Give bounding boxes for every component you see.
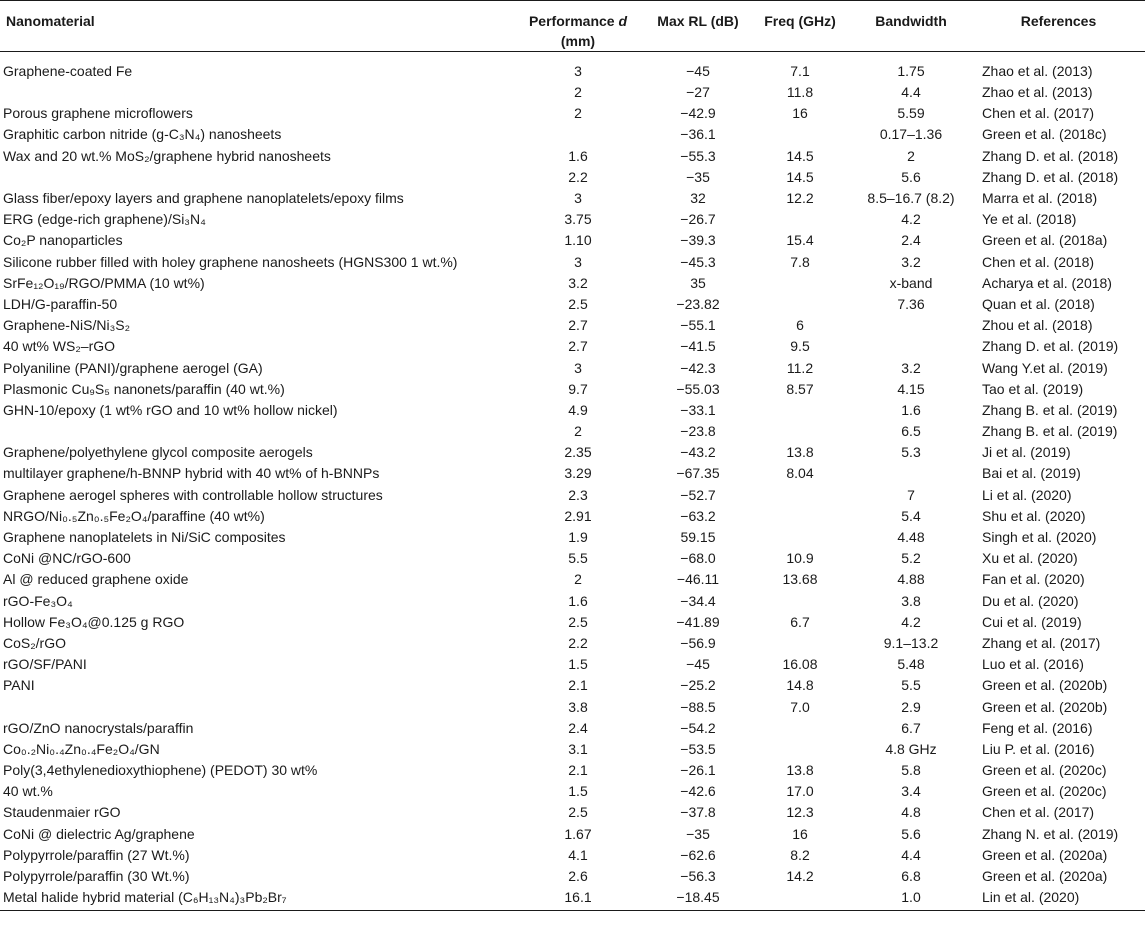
cell-performance-d: 2.4 — [568, 719, 588, 736]
table-row — [0, 802, 1145, 823]
table-row — [0, 230, 1145, 251]
cell-max-rl: −26.1 — [680, 762, 716, 779]
cell-performance-d: 2.5 — [568, 295, 588, 312]
cell-bandwidth: 4.8 GHz — [885, 740, 937, 757]
cell-max-rl: −42.9 — [680, 105, 716, 122]
cell-freq: 9.5 — [790, 338, 810, 355]
cell-freq — [750, 718, 850, 739]
table-row — [0, 209, 1145, 230]
table-body — [0, 52, 1145, 911]
header-performance-d: d — [618, 13, 628, 29]
table-row — [0, 633, 1145, 654]
cell-performance-d: 1.9 — [568, 529, 588, 546]
cell-max-rl: −63.2 — [680, 507, 716, 524]
cell-performance-d: 1.6 — [568, 592, 588, 609]
cell-max-rl: −68.0 — [680, 550, 716, 567]
cell-nanomaterial: Graphene-coated Fe — [3, 63, 133, 79]
cell-performance-d: 4.9 — [568, 401, 588, 418]
cell-nanomaterial: Co₂P nanoparticles — [3, 232, 123, 249]
cell-max-rl: 32 — [690, 190, 706, 207]
cell-max-rl: −52.7 — [680, 486, 716, 503]
cell-bandwidth: 9.1–13.2 — [883, 634, 939, 651]
header-bandwidth: Bandwidth — [850, 1, 972, 52]
cell-performance-d: 2.3 — [568, 486, 588, 503]
table-row — [0, 400, 1145, 421]
cell-nanomaterial: Poly(3,4ethylenedioxythiophene) (PEDOT) 30 wt% — [3, 762, 318, 779]
cell-performance-d: 3 — [574, 253, 582, 270]
cell-performance-d: 3.29 — [564, 465, 592, 482]
header-nanomaterial: Nanomaterial — [0, 1, 510, 52]
table-row — [0, 718, 1145, 739]
cell-freq: 14.5 — [786, 147, 814, 164]
cell-bandwidth: 2 — [907, 147, 915, 164]
cell-bandwidth: 6.8 — [901, 868, 921, 885]
cell-performance-d: 3 — [574, 359, 582, 376]
cell-nanomaterial: Al @ reduced graphene oxide — [3, 571, 189, 588]
cell-freq — [750, 527, 850, 548]
cell-bandwidth — [850, 336, 972, 357]
cell-performance-d: 16.1 — [510, 887, 646, 911]
cell-reference: Lin et al. (2020) — [972, 887, 1145, 911]
table-row — [0, 167, 1145, 188]
cell-freq: 12.3 — [786, 804, 814, 821]
table-row — [0, 82, 1145, 103]
cell-performance-d: 2.5 — [568, 804, 588, 821]
cell-bandwidth: 4.88 — [897, 571, 925, 588]
cell-performance-d: 5.5 — [568, 550, 588, 567]
cell-max-rl: −41.5 — [680, 338, 716, 355]
cell-reference: Green et al. (2020b) — [982, 677, 1108, 694]
cell-nanomaterial: 40 wt.% — [3, 783, 53, 800]
cell-reference: Feng et al. (2016) — [982, 719, 1093, 736]
cell-bandwidth: 0.17–1.36 — [879, 126, 943, 143]
cell-performance-d: 2.91 — [564, 507, 592, 524]
cell-max-rl: 59.15 — [680, 529, 716, 546]
cell-nanomaterial: ERG (edge-rich graphene)/Si₃N₄ — [3, 211, 206, 228]
cell-nanomaterial: Polypyrrole/paraffin (30 Wt.%) — [3, 868, 190, 885]
table-row — [0, 379, 1145, 400]
cell-reference: Acharya et al. (2018) — [982, 274, 1112, 291]
cell-performance-d: 2.7 — [568, 317, 588, 334]
cell-nanomaterial: Metal halide hybrid material (C₆H₁₃N₄)₃Pb₂Br₇ — [0, 887, 510, 911]
cell-nanomaterial: Polyaniline (PANI)/graphene aerogel (GA) — [3, 359, 263, 376]
cell-max-rl: −41.89 — [676, 613, 720, 630]
table-row — [0, 866, 1145, 887]
cell-freq — [750, 739, 850, 760]
cell-nanomaterial: Graphene aerogel spheres with controllable hollow structures — [3, 486, 383, 503]
cell-reference: Zhao et al. (2013) — [982, 84, 1093, 101]
cell-performance-d: 3.1 — [568, 740, 588, 757]
table-header — [0, 1, 1145, 52]
cell-bandwidth: 1.6 — [901, 401, 921, 418]
cell-max-rl: −39.3 — [680, 232, 716, 249]
cell-nanomaterial: LDH/G-paraffin-50 — [3, 295, 118, 312]
cell-nanomaterial: 40 wt% WS₂–rGO — [3, 338, 116, 355]
cell-bandwidth: x-band — [889, 274, 933, 291]
cell-max-rl: −33.1 — [680, 401, 716, 418]
cell-freq: 8.57 — [786, 380, 814, 397]
header-performance — [510, 1, 646, 52]
cell-bandwidth: 4.8 — [901, 804, 921, 821]
table-row — [0, 273, 1145, 294]
cell-reference: Quan et al. (2018) — [982, 295, 1095, 312]
cell-bandwidth: 3.2 — [901, 253, 921, 270]
table-row — [0, 485, 1145, 506]
cell-nanomaterial: Wax and 20 wt.% MoS₂/graphene hybrid nanosheets — [3, 147, 331, 164]
cell-reference: Tao et al. (2019) — [982, 380, 1084, 397]
cell-reference: Marra et al. (2018) — [982, 190, 1098, 207]
cell-performance-d: 3.2 — [568, 274, 588, 291]
cell-freq: 16 — [792, 825, 808, 842]
cell-performance-d — [510, 124, 646, 145]
cell-reference: Ji et al. (2019) — [982, 444, 1071, 461]
cell-nanomaterial: rGO-Fe₃O₄ — [3, 592, 73, 609]
cell-freq: 7.0 — [790, 698, 810, 715]
cell-bandwidth — [850, 315, 972, 336]
cell-performance-d: 2.35 — [564, 444, 592, 461]
cell-performance-d: 2 — [574, 571, 582, 588]
cell-nanomaterial: Graphitic carbon nitride (g-C₃N₄) nanosheets — [3, 126, 282, 143]
cell-nanomaterial: rGO/ZnO nanocrystals/paraffin — [3, 719, 194, 736]
header-row — [0, 1, 1145, 52]
cell-max-rl: −36.1 — [680, 126, 716, 143]
cell-nanomaterial: Hollow Fe₃O₄@0.125 g RGO — [3, 613, 185, 630]
cell-max-rl: −37.8 — [680, 804, 716, 821]
cell-bandwidth: 3.8 — [901, 592, 921, 609]
cell-reference: Green et al. (2018c) — [982, 126, 1107, 143]
cell-bandwidth: 6.7 — [901, 719, 921, 736]
cell-freq: 6.7 — [790, 613, 810, 630]
cell-reference: Cui et al. (2019) — [982, 613, 1082, 630]
header-performance-label: Performance — [528, 13, 619, 29]
cell-max-rl: −34.4 — [680, 592, 716, 609]
cell-bandwidth: 7 — [907, 486, 915, 503]
cell-max-rl: −26.7 — [680, 211, 716, 228]
table-row — [0, 315, 1145, 336]
cell-reference: Chen et al. (2018) — [982, 253, 1095, 270]
cell-freq: 13.68 — [782, 571, 818, 588]
cell-freq: 14.5 — [786, 168, 814, 185]
table-row — [0, 696, 1145, 717]
header-freq: Freq (GHz) — [750, 1, 850, 52]
cell-reference: Luo et al. (2016) — [982, 656, 1084, 673]
cell-bandwidth: 4.2 — [901, 211, 921, 228]
cell-performance-d: 9.7 — [568, 380, 588, 397]
cell-max-rl: −35 — [686, 825, 710, 842]
cell-bandwidth: 5.6 — [901, 168, 921, 185]
cell-performance-d: 3 — [574, 190, 582, 207]
cell-max-rl: −35 — [686, 168, 710, 185]
table-row — [0, 548, 1145, 569]
header-references: References — [972, 1, 1145, 52]
cell-freq: 7.8 — [790, 253, 810, 270]
cell-reference: Green et al. (2020a) — [982, 846, 1108, 863]
cell-freq: 13.8 — [786, 444, 814, 461]
cell-reference: Li et al. (2020) — [982, 486, 1072, 503]
cell-freq: 7.1 — [790, 63, 810, 79]
cell-freq — [750, 485, 850, 506]
cell-nanomaterial: NRGO/Ni₀.₅Zn₀.₅Fe₂O₄/paraffine (40 wt%) — [3, 507, 265, 524]
table-row — [0, 781, 1145, 802]
cell-reference: Zhang et al. (2017) — [982, 634, 1101, 651]
cell-bandwidth: 8.5–16.7 (8.2) — [867, 190, 955, 207]
table-row — [0, 612, 1145, 633]
cell-performance-d: 2.6 — [568, 868, 588, 885]
cell-freq — [750, 294, 850, 315]
table-row — [0, 463, 1145, 484]
cell-nanomaterial: CoNi @ dielectric Ag/graphene — [3, 825, 195, 842]
header-max-rl: Max RL (dB) — [646, 1, 750, 52]
cell-max-rl: −18.45 — [646, 887, 750, 911]
cell-reference: Green et al. (2020a) — [982, 868, 1108, 885]
cell-bandwidth: 4.48 — [897, 529, 925, 546]
table-row — [0, 760, 1145, 781]
table-row — [0, 252, 1145, 273]
cell-performance-d: 2.7 — [568, 338, 588, 355]
cell-reference: Zhang D. et al. (2018) — [982, 168, 1119, 185]
cell-max-rl: −55.1 — [680, 317, 716, 334]
cell-performance-d: 2.5 — [568, 613, 588, 630]
cell-reference: Zhang D. et al. (2019) — [982, 338, 1119, 355]
cell-nanomaterial: SrFe₁₂O₁₉/RGO/PMMA (10 wt%) — [3, 274, 205, 291]
cell-bandwidth: 5.6 — [901, 825, 921, 842]
cell-max-rl: −55.3 — [680, 147, 716, 164]
cell-freq: 16 — [792, 105, 808, 122]
cell-bandwidth: 5.3 — [901, 444, 921, 461]
cell-performance-d: 2.2 — [568, 634, 588, 651]
table-row — [0, 654, 1145, 675]
cell-reference: Singh et al. (2020) — [982, 529, 1097, 546]
cell-performance-d: 2.1 — [568, 677, 588, 694]
cell-bandwidth: 2.9 — [901, 698, 921, 715]
cell-nanomaterial: Glass fiber/epoxy layers and graphene nanoplatelets/epoxy films — [3, 190, 404, 207]
cell-reference: Chen et al. (2017) — [982, 105, 1095, 122]
cell-reference: Ye et al. (2018) — [982, 211, 1077, 228]
table-row — [0, 421, 1145, 442]
cell-reference: Liu P. et al. (2016) — [982, 740, 1095, 757]
cell-bandwidth: 3.4 — [901, 783, 921, 800]
cell-performance-d: 3.75 — [564, 211, 592, 228]
cell-reference: Green et al. (2018a) — [982, 232, 1108, 249]
cell-nanomaterial: Porous graphene microflowers — [3, 105, 193, 122]
cell-freq: 16.08 — [782, 656, 818, 673]
cell-freq: 12.2 — [786, 190, 814, 207]
cell-reference: Zhang B. et al. (2019) — [982, 401, 1118, 418]
cell-nanomaterial: Plasmonic Cu₉S₅ nanonets/paraffin (40 wt.%) — [3, 380, 285, 397]
cell-bandwidth: 4.15 — [897, 380, 925, 397]
cell-nanomaterial: CoNi @NC/rGO-600 — [3, 550, 131, 567]
cell-reference: Fan et al. (2020) — [982, 571, 1085, 588]
table-row — [0, 739, 1145, 760]
cell-bandwidth: 6.5 — [901, 423, 921, 440]
cell-max-rl: −45 — [686, 656, 710, 673]
cell-max-rl: −53.5 — [680, 740, 716, 757]
cell-freq: 8.2 — [790, 846, 810, 863]
cell-reference: Xu et al. (2020) — [982, 550, 1078, 567]
table-row — [0, 591, 1145, 612]
cell-freq — [750, 591, 850, 612]
cell-max-rl: −88.5 — [680, 698, 716, 715]
cell-max-rl: −45 — [686, 63, 710, 79]
cell-performance-d: 1.6 — [568, 147, 588, 164]
cell-nanomaterial: Graphene nanoplatelets in Ni/SiC composites — [3, 529, 286, 546]
cell-bandwidth: 3.2 — [901, 359, 921, 376]
cell-bandwidth: 5.48 — [897, 656, 925, 673]
cell-max-rl: −25.2 — [680, 677, 716, 694]
cell-freq: 13.8 — [786, 762, 814, 779]
cell-bandwidth: 4.4 — [901, 846, 921, 863]
cell-freq: 11.2 — [786, 359, 814, 376]
cell-freq — [750, 633, 850, 654]
cell-performance-d: 2 — [574, 423, 582, 440]
cell-bandwidth: 4.2 — [901, 613, 921, 630]
cell-performance-d: 3 — [574, 63, 582, 79]
cell-max-rl: −56.9 — [680, 634, 716, 651]
cell-performance-d: 4.1 — [568, 846, 588, 863]
cell-performance-d: 2.1 — [568, 762, 588, 779]
cell-freq — [750, 273, 850, 294]
cell-nanomaterial: rGO/SF/PANI — [3, 656, 87, 673]
cell-freq: 14.8 — [786, 677, 814, 694]
cell-max-rl: −54.2 — [680, 719, 716, 736]
cell-reference: Zhang D. et al. (2018) — [982, 147, 1119, 164]
table-row — [0, 188, 1145, 209]
cell-freq: 15.4 — [786, 232, 814, 249]
cell-reference: Zhang N. et al. (2019) — [982, 825, 1119, 842]
cell-nanomaterial — [0, 82, 510, 103]
cell-bandwidth: 5.5 — [901, 677, 921, 694]
cell-max-rl: −43.2 — [680, 444, 716, 461]
cell-max-rl: 35 — [690, 274, 706, 291]
cell-bandwidth: 1.0 — [850, 887, 972, 911]
cell-reference: Zhao et al. (2013) — [982, 63, 1093, 79]
cell-freq: 11.8 — [786, 84, 814, 101]
header-performance-unit: (mm) — [560, 33, 596, 49]
cell-max-rl: −42.6 — [680, 783, 716, 800]
cell-bandwidth: 1.75 — [897, 63, 925, 79]
cell-max-rl: −56.3 — [680, 868, 716, 885]
cell-reference: Green et al. (2020b) — [982, 698, 1108, 715]
cell-nanomaterial — [0, 421, 510, 442]
table-row — [0, 845, 1145, 866]
cell-freq — [750, 124, 850, 145]
cell-performance-d: 1.5 — [568, 656, 588, 673]
cell-nanomaterial: Graphene-NiS/Ni₃S₂ — [3, 317, 131, 334]
cell-reference: Zhou et al. (2018) — [982, 317, 1093, 334]
cell-reference: Green et al. (2020c) — [982, 783, 1107, 800]
cell-performance-d: 1.5 — [568, 783, 588, 800]
cell-nanomaterial: Graphene/polyethylene glycol composite aerogels — [3, 444, 313, 461]
cell-freq — [750, 209, 850, 230]
cell-max-rl: −23.82 — [676, 295, 720, 312]
cell-freq — [750, 887, 850, 911]
cell-bandwidth: 5.4 — [901, 507, 921, 524]
table-row — [0, 357, 1145, 378]
table-row — [0, 675, 1145, 696]
cell-freq: 8.04 — [786, 465, 814, 482]
table-row — [0, 887, 1145, 911]
cell-max-rl: −67.35 — [676, 465, 720, 482]
cell-reference: Du et al. (2020) — [982, 592, 1079, 609]
cell-max-rl: −46.11 — [676, 571, 720, 588]
cell-max-rl: −27 — [686, 84, 710, 101]
cell-bandwidth: 4.4 — [901, 84, 921, 101]
cell-bandwidth — [850, 463, 972, 484]
table-row — [0, 336, 1145, 357]
cell-nanomaterial: GHN-10/epoxy (1 wt% rGO and 10 wt% hollow nickel) — [3, 401, 338, 418]
cell-reference: Wang Y.et al. (2019) — [982, 359, 1108, 376]
cell-reference: Green et al. (2020c) — [982, 762, 1107, 779]
cell-freq — [750, 506, 850, 527]
table-row — [0, 506, 1145, 527]
table-row — [0, 52, 1145, 83]
cell-freq: 6 — [796, 317, 804, 334]
cell-nanomaterial: Polypyrrole/paraffin (27 Wt.%) — [3, 846, 190, 863]
cell-freq: 17.0 — [786, 783, 814, 800]
cell-nanomaterial: Staudenmaier rGO — [3, 804, 121, 821]
cell-freq — [750, 400, 850, 421]
table-row — [0, 569, 1145, 590]
cell-nanomaterial: PANI — [3, 677, 35, 694]
cell-max-rl: −62.6 — [680, 846, 716, 863]
cell-reference: Shu et al. (2020) — [982, 507, 1086, 524]
cell-nanomaterial — [0, 167, 510, 188]
table-row — [0, 294, 1145, 315]
table-row — [0, 124, 1145, 145]
cell-reference: Bai et al. (2019) — [982, 465, 1081, 482]
cell-performance-d: 3.8 — [568, 698, 588, 715]
cell-max-rl: −45.3 — [680, 253, 716, 270]
cell-performance-d: 2 — [574, 105, 582, 122]
cell-freq: 14.2 — [786, 868, 814, 885]
cell-performance-d: 2 — [574, 84, 582, 101]
table-row — [0, 146, 1145, 167]
cell-max-rl: −23.8 — [680, 423, 716, 440]
table-row — [0, 442, 1145, 463]
cell-performance-d: 2.2 — [568, 168, 588, 185]
cell-max-rl: −42.3 — [680, 359, 716, 376]
cell-bandwidth: 5.59 — [897, 105, 925, 122]
cell-nanomaterial — [0, 696, 510, 717]
cell-freq: 10.9 — [786, 550, 814, 567]
cell-bandwidth: 2.4 — [901, 232, 921, 249]
cell-nanomaterial: CoS₂/rGO — [3, 634, 66, 651]
cell-bandwidth: 7.36 — [897, 295, 925, 312]
cell-freq — [750, 421, 850, 442]
cell-bandwidth: 5.2 — [901, 550, 921, 567]
table-row — [0, 527, 1145, 548]
cell-nanomaterial: multilayer graphene/h-BNNP hybrid with 40 wt% of h-BNNPs — [3, 465, 380, 482]
cell-performance-d: 1.10 — [564, 232, 592, 249]
cell-performance-d: 1.67 — [564, 825, 592, 842]
cell-reference: Chen et al. (2017) — [982, 804, 1095, 821]
cell-max-rl: −55.03 — [676, 380, 720, 397]
table-row — [0, 103, 1145, 124]
cell-reference: Zhang B. et al. (2019) — [982, 423, 1118, 440]
cell-nanomaterial: Silicone rubber filled with holey graphene nanosheets (HGNS300 1 wt.%) — [3, 253, 458, 270]
table-row — [0, 824, 1145, 845]
cell-bandwidth: 5.8 — [901, 762, 921, 779]
cell-nanomaterial: Co₀.₂Ni₀.₄Zn₀.₄Fe₂O₄/GN — [3, 740, 160, 757]
